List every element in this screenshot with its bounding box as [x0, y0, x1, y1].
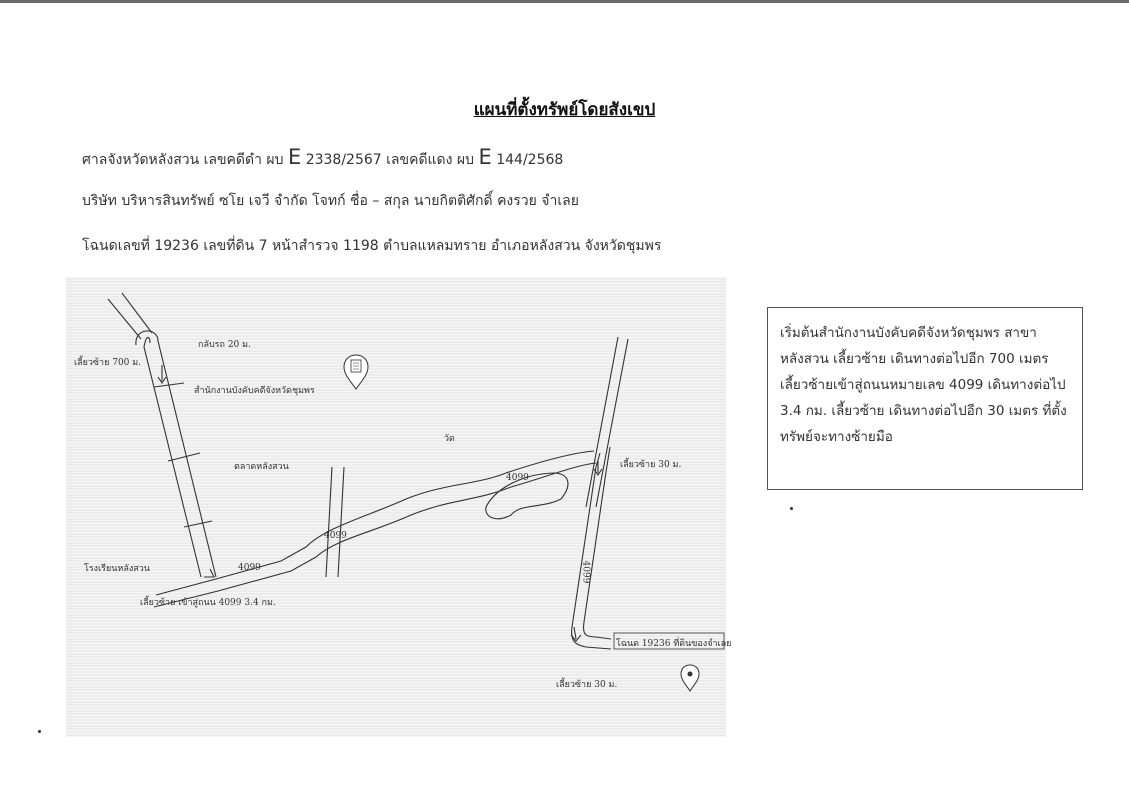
middle-side-road — [326, 467, 344, 577]
place-temple-label: วัด — [444, 434, 455, 444]
right-road-upper — [586, 337, 628, 507]
scan-speck — [38, 730, 41, 733]
road-label-1: 4099 — [238, 563, 261, 573]
left-turn-700-label: เลี้ยวซ้าย 700 ม. — [74, 358, 142, 368]
parties-line: บริษัท บริหารสินทรัพย์ ซโย เจวี จำกัด โจทก์ ชื่อ – สกุล นายกิตติศักดิ์ คงรวย จำเลย — [82, 193, 579, 209]
road-label-2: 4099 — [324, 531, 347, 541]
route-description: เริ่มต้นสำนักงานบังคับคดีจังหวัดชุมพร สาขาหลังสวน เลี้ยวซ้าย เดินทางต่อไปอีก 700 เมตร เลี้ยวซ้ายเข้าสู่ถนนหมายเลข 4099 เดินทางต่อไป 3.4 กม. เลี้ยวซ้าย เดินทางต่อไปอีก 30 เมตร ที่ตั้งทรัพย์จะทางซ้ายมือ — [780, 325, 1067, 445]
u-turn-label: กลับรถ 20 ม. — [198, 340, 251, 350]
left-road-upper-1 — [108, 299, 141, 339]
deed-line: โฉนดเลขที่ 19236 เลขที่ดิน 7 หน้าสำรวจ 1198 ตำบลแหลมทราย อำเภอหลังสวน จังหวัดชุมพร — [82, 238, 662, 254]
left-road-upper-2 — [122, 293, 152, 333]
right-turn-label: เลี้ยวซ้าย 30 ม. — [620, 460, 682, 470]
parcel-label: โฉนด 19236 ที่ดินของจำเลย — [616, 639, 732, 649]
right-road-right-edge — [584, 447, 612, 639]
location-pin-icon — [681, 665, 699, 691]
left-road-right-edge — [136, 331, 216, 577]
road-4099-lower-edge — [154, 463, 596, 607]
arrow-2 — [204, 569, 214, 577]
sketch-map — [66, 277, 732, 737]
office-label: สำนักงานบังคับคดีจังหวัดชุมพร — [194, 386, 315, 396]
scan-edge-line — [0, 0, 1129, 3]
scan-speck — [790, 507, 793, 510]
court-line: ศาลจังหวัดหลังสวน เลขคดีดำ ผบ E 2338/2567 เลขคดีแดง ผบ E 144/2568 — [82, 145, 564, 169]
bottom-turn-label: เลี้ยวซ้าย 30 ม. — [556, 680, 618, 690]
road-label-vertical: 4099 — [580, 560, 591, 584]
left-turn-note-label: เลี้ยวซ้าย เข้าสู่ถนน 4099 3.4 กม. — [140, 598, 276, 608]
building-pin-icon — [344, 355, 368, 389]
right-road-left-edge — [572, 453, 611, 649]
page-title: แผนที่ตั้งทรัพย์โดยสังเขป — [473, 100, 656, 120]
left-road-left-edge — [144, 337, 201, 577]
place-school-label: โรงเรียนหลังสวน — [84, 564, 150, 574]
route-description-box — [767, 307, 1083, 490]
road-label-3: 4099 — [506, 473, 529, 483]
place-market-label: ตลาดหลังสวน — [234, 462, 289, 472]
